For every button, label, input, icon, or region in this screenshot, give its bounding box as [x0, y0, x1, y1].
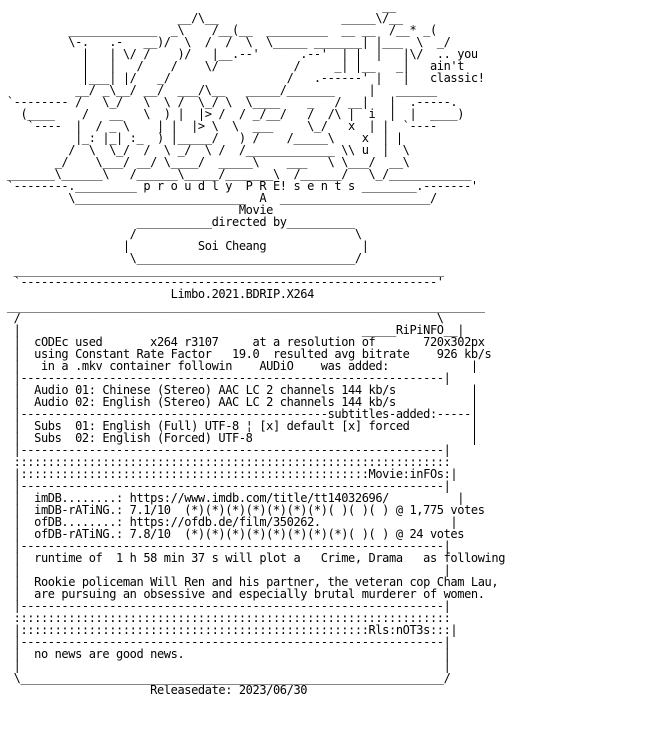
nfo-line: `-------- / \_/ \ \ / \_/ \ \____ _ / __| | .-----.: [0, 95, 465, 109]
nfo-line: \______________________________________________________________/: [0, 671, 451, 685]
nfo-line: / \ \_/ / \ _/ \ / /_____________ \\ u | \: [0, 143, 471, 157]
nfo-line: | Audio 02: English (Stereo) AAC LC 2 channels 144 kb/s |: [0, 395, 478, 409]
nfo-line: |---------------------------------------------subtitles-added:-----|: [0, 407, 478, 421]
nfo-line: | ofDB-rATiNG.: 7.8/10 (*)(*)(*)(*)(*)(*)(*)(*)( )( ) @ 24 votes: [0, 527, 465, 541]
nfo-line: | Soi Cheang |: [0, 239, 485, 253]
nfo-line: | imDB........: https://www.imdb.com/title/tt14032696/ |: [0, 491, 465, 505]
nfo-line: ___________directed by__________: [0, 215, 478, 229]
nfo-line: / \: [0, 311, 458, 325]
nfo-line: |--------------------------------------------------------------|: [0, 371, 451, 385]
nfo-line: | Rookie policeman Will Ren and his partner, the veteran cop Cham Lau,: [0, 575, 499, 589]
nfo-line: |--------------------------------------------------------------|: [0, 599, 451, 613]
nfo-line: | Subs 02: English (Forced) UTF-8 |: [0, 431, 478, 445]
nfo-line: | |: [0, 659, 451, 673]
nfo-line: ::::::::::::::::::::::::::::::::::::::::::::::::::::::::::::::::: [0, 611, 451, 625]
nfo-line: __/ _\__/ __/ ___/\__ _____/_______ | ______: [0, 83, 458, 97]
nfo-line: __: [0, 0, 444, 13]
nfo-line: _/ \___/ __/ \____/ _____\ ___ \ \___/ __\: [0, 155, 458, 169]
nfo-line: | ofDB........: https://ofdb.de/film/350262. |: [0, 515, 458, 529]
nfo-line: |--------------------------------------------------------------|: [0, 635, 451, 649]
nfo-line: _______\______\ /______\_____/_______\ /______/ \_/____________: [0, 167, 471, 181]
nfo-line: |_: |_| :_ ) |_____/ ) / /_____\ x | |: [0, 131, 465, 145]
nfo-line: \_________________________ A ______________________/: [0, 191, 485, 205]
nfo-line: |--------------------------------------------------------------|: [0, 479, 451, 493]
nfo-line: `-------------------------------------------------------------': [0, 275, 471, 289]
nfo-line: / \: [0, 227, 478, 241]
nfo-line: |___| |/ _/ / .------' | | classic!: [0, 71, 485, 85]
nfo-line: | _____RiPiNFO__|: [0, 323, 465, 337]
nfo-line: | imDB-rATiNG.: 7.1/10 (*)(*)(*)(*)(*)(*)(*)( )( )( ) @ 1,775 votes: [0, 503, 485, 517]
nfo-line: Movie: [0, 203, 485, 217]
nfo-line: \________________________________/: [0, 251, 485, 265]
nfo-line: | Subs 01: English (Full) UTF-8 ¦ [x] default [x] forced |: [0, 419, 478, 433]
nfo-line: _______________________________________________________________: [0, 263, 471, 277]
nfo-line: | in a .mkv container followin AUDiO was added: |: [0, 359, 478, 373]
nfo-line: `---- | / _ \ | | |> \ \ ___ \_/ x | | `----: [0, 119, 451, 133]
nfo-line: |--------------------------------------------------------------|: [0, 539, 451, 553]
nfo-line: ______________________________________________________________________: [0, 299, 485, 313]
nfo-line: |--------------------------------------------------------------|: [0, 443, 451, 457]
nfo-line: | no news are good news. |: [0, 647, 451, 661]
nfo-line: | | \/ / )/ |__.--' .--' | | | |\/ .. you: [0, 47, 478, 61]
nfo-line: | | / / \/ / _| |__ _| ain't: [0, 59, 465, 73]
nfo-line: ::::::::::::::::::::::::::::::::::::::::::::::::::::::::::::::::: [0, 455, 451, 469]
nfo-line: Releasedate: 2023/06/30: [0, 683, 458, 697]
nfo-line: | runtime of 1 h 58 min 37 s will plot a Crime, Drama as following: [0, 551, 506, 565]
nfo-line: | Audio 01: Chinese (Stereo) AAC LC 2 channels 144 kb/s |: [0, 383, 478, 397]
nfo-line: \-. .- __)/ \ / / \ \_____ _______| |___ \ _/: [0, 35, 478, 49]
nfo-line: `--------._________ p r o u d l y P R E! s e n t s ________.-------': [0, 179, 485, 193]
nfo-line: | |: [0, 563, 451, 577]
nfo-line: | cODEc used x264 r3107 at a resolution of 720x302px: [0, 335, 485, 349]
nfo-line: _____________ _\ /__(__ _________ __ __ /__* _(: [0, 23, 471, 37]
nfo-line: | using Constant Rate Factor 19.0 resulted avg bitrate 926 kb/s: [0, 347, 492, 361]
nfo-line: |:::::::::::::::::::::::::::::::::::::::::::::::::::Movie:inFOs:|: [0, 467, 458, 481]
nfo-line: Limbo.2021.BDRIP.X264: [0, 287, 485, 301]
nfo-line: |:::::::::::::::::::::::::::::::::::::::::::::::::::Rls:nOT3s:::|: [0, 623, 458, 637]
nfo-line: (____ / __ \ ) | |> / / _/__/ / /\ | i | | ____): [0, 107, 471, 121]
nfo-line: | are pursuing an obsessive and especially brutal murderer of women.: [0, 587, 485, 601]
nfo-line: __/\__ _____\/__: [0, 11, 444, 25]
